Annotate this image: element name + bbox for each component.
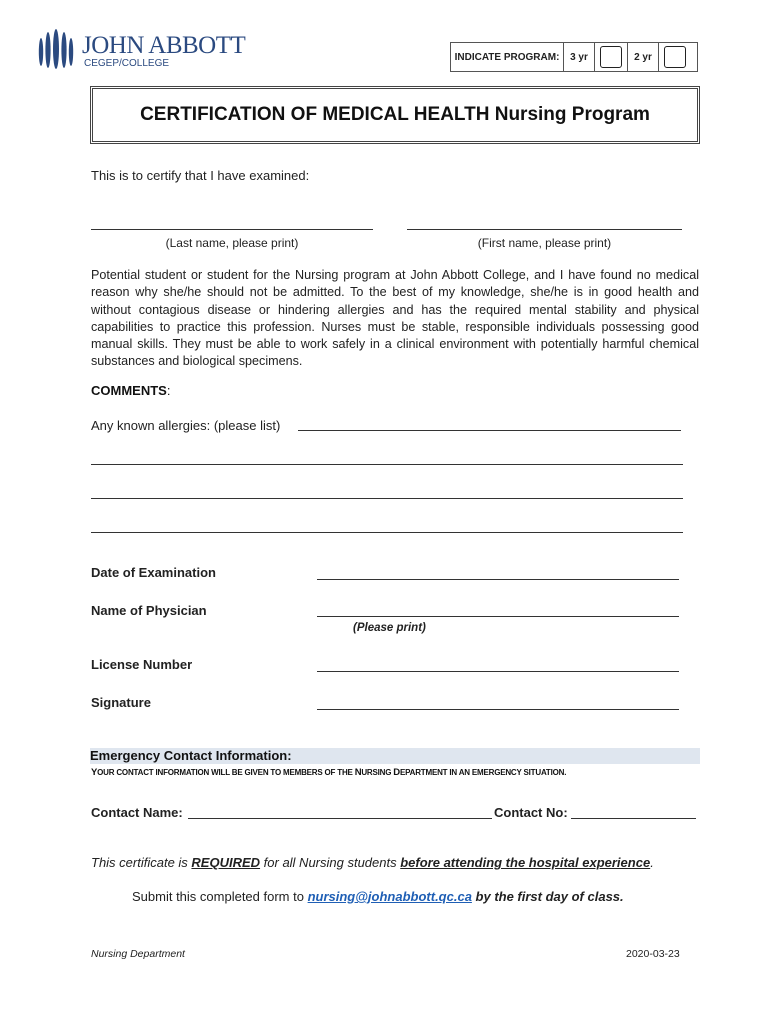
notice-part1: OUR CONTACT INFORMATION WILL BE GIVEN TO MEMBERS OF THE [97, 768, 355, 777]
certificate-mid: for all Nursing students [260, 855, 401, 870]
title-box [90, 86, 700, 144]
date-of-examination-line[interactable] [317, 579, 679, 580]
checkbox-3yr[interactable] [595, 43, 628, 71]
last-name-line[interactable] [91, 229, 373, 230]
certificate-requirement [91, 855, 654, 870]
notice-d: D [393, 767, 400, 778]
page-title: CERTIFICATION OF MEDICAL HEALTH Nursing Program [140, 104, 650, 125]
first-name-caption: (First name, please print) [477, 236, 612, 250]
notice-part3: EPARTMENT IN AN EMERGENCY SITUATION. [399, 768, 567, 777]
email-link[interactable]: nursing@johnabbott.qc.ca [307, 889, 472, 904]
emergency-contact-heading: Emergency Contact Information: [90, 748, 700, 764]
comments-label: COMMENTS [91, 383, 167, 398]
comments-heading [91, 383, 170, 398]
program-option-2yr: 2 yr [628, 43, 659, 71]
signature-line[interactable] [317, 709, 679, 710]
certificate-end: . [650, 855, 654, 870]
comments-line-3[interactable] [91, 532, 683, 533]
submit-instruction [132, 889, 624, 904]
college-logo [36, 28, 256, 72]
first-name-line[interactable] [407, 229, 682, 230]
physician-name-label: Name of Physician [91, 603, 207, 618]
notice-y: Y [91, 767, 98, 778]
last-name-caption: (Last name, please print) [165, 236, 299, 250]
program-selector [450, 42, 698, 72]
signature-label: Signature [91, 695, 151, 710]
contact-name-label: Contact Name: [91, 805, 183, 820]
certificate-pre: This certificate is [91, 855, 192, 870]
allergies-label: Any known allergies: (please list) [91, 418, 281, 433]
program-label: INDICATE PROGRAM: [451, 43, 564, 71]
checkbox-2yr[interactable] [659, 43, 691, 71]
physician-name-line[interactable] [317, 616, 679, 617]
license-number-label: License Number [91, 657, 193, 672]
footer-department: Nursing Department [91, 948, 185, 960]
contact-name-line[interactable] [188, 818, 492, 819]
submit-post: by the first day of class. [471, 889, 624, 904]
logo-subtitle: CEGEP/COLLEGE [84, 58, 170, 69]
allergies-line[interactable] [298, 430, 681, 431]
notice-part2: URSING [361, 768, 394, 777]
emergency-notice [91, 767, 566, 778]
submit-pre: Submit this completed form to [132, 889, 308, 904]
contact-no-label: Contact No: [494, 805, 568, 820]
comments-line-1[interactable] [91, 464, 683, 465]
comments-colon: : [166, 383, 171, 398]
footer-date: 2020-03-23 [626, 948, 680, 960]
contact-no-line[interactable] [571, 818, 696, 819]
comments-line-2[interactable] [91, 498, 683, 499]
certification-paragraph: Potential student or student for the Nursing program at John Abbott College, and I have found no medical reason why she/he should not be admitted. To the best of my knowledge, she/he is in good health and without contagious disease or hindering allergies and has the required mental stability and physical capabilities to practice this profession. Nurses must be stable, responsible individuals possessing good manual skills. They must be able to work safely in a clinical environment with potentially harmful chemical substances and biological specimens. [91, 268, 699, 369]
please-print-note: (Please print) [353, 622, 426, 634]
certificate-required: REQUIRED [191, 855, 261, 870]
logo-name: JOHN ABBOTT [82, 32, 246, 59]
notice-n: N [354, 767, 362, 778]
logo-mark-icon [36, 28, 80, 70]
license-number-line[interactable] [317, 671, 679, 672]
program-option-3yr: 3 yr [564, 43, 595, 71]
date-of-examination-label: Date of Examination [91, 565, 216, 580]
intro-text: This is to certify that I have examined: [91, 168, 310, 183]
certificate-before: before attending the hospital experience [400, 855, 651, 870]
